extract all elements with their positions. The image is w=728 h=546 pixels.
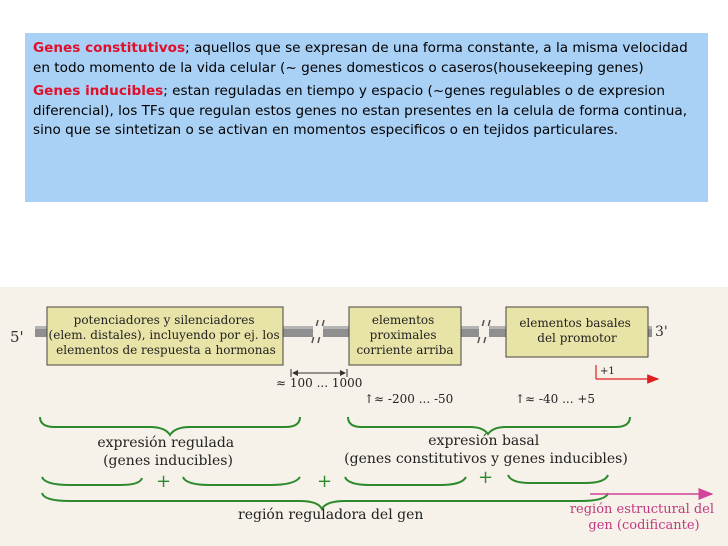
plus-sign-3: + <box>478 467 494 488</box>
body-inducible: ; estan reguladas en tiempo y espacio (~genes regulables o de expresion diferencial), los TFs que regulan estos genes no estan presentes en la celula de forma continua, sino que se sintetizan o se activan en momentos especificos o en tejidos particulares. <box>33 83 688 138</box>
proximal-line-1: elementos <box>371 313 435 327</box>
three-prime-label: 3' <box>655 324 668 340</box>
term-inducible: Genes inducibles <box>33 83 164 99</box>
structural-region-line-1: región estructural del <box>569 502 715 517</box>
basal-expression-line-2: (genes constitutivos y genes inducibles) <box>344 451 628 467</box>
basal-line-1: elementos basales <box>519 316 631 330</box>
basal-distance-label: ↑≈ -40 ... +5 <box>515 392 596 406</box>
structural-region-line-2: gen (codificante) <box>588 518 700 533</box>
svg-text:región estructural del g <box>570 502 718 533</box>
term-constitutive: Genes constitutivos <box>33 40 186 56</box>
distal-line-2: (elem. distales), incluyendo por ej. los <box>48 328 280 342</box>
distal-line-1: potenciadores y silenciadores <box>73 313 255 327</box>
distal-line-3: elementos de respuesta a hormonas <box>56 343 276 357</box>
green-segment-3 <box>345 477 466 485</box>
basal-expression-line-1: expresión basal <box>428 433 540 449</box>
green-segment-2 <box>183 477 300 485</box>
green-segment-4 <box>508 475 608 483</box>
basal-line-2: del promotor <box>537 331 617 345</box>
promoter-diagram <box>0 287 728 546</box>
regulated-expression-line-2: (genes inducibles) <box>103 453 233 469</box>
svg-text:expresión regulada (gene <box>97 435 238 469</box>
proximal-line-3: corriente arriba <box>356 343 454 357</box>
proximal-line-2: proximales <box>369 328 437 342</box>
body-constitutive: ; aquellos que se expresan de una forma constante, a la misma velocidad en todo momento de la vida celular (~ genes domesticos o caseros(housekeeping genes) <box>33 40 688 76</box>
definition-inducible <box>33 82 700 141</box>
regulated-brace <box>40 417 300 435</box>
proximal-distance-label: ↑≈ -200 ... -50 <box>364 392 454 406</box>
plus-one-label: +1 <box>600 366 615 377</box>
distal-distance-label: ≈ 100 ... 1000 <box>276 376 363 390</box>
definitions-box <box>25 33 708 202</box>
five-prime-label: 5' <box>10 328 24 346</box>
regulated-expression-line-1: expresión regulada <box>97 435 235 451</box>
plus-sign-2: + <box>317 471 333 492</box>
green-segment-1 <box>42 477 142 485</box>
svg-text:potenciadores y silenciadores <box>49 313 284 357</box>
plus-sign-1: + <box>156 471 172 492</box>
definition-constitutive <box>33 39 700 78</box>
regulatory-region-label: región reguladora del gen <box>238 507 424 523</box>
basal-brace <box>348 417 630 434</box>
svg-text:expresión basal (genes c <box>344 433 628 467</box>
